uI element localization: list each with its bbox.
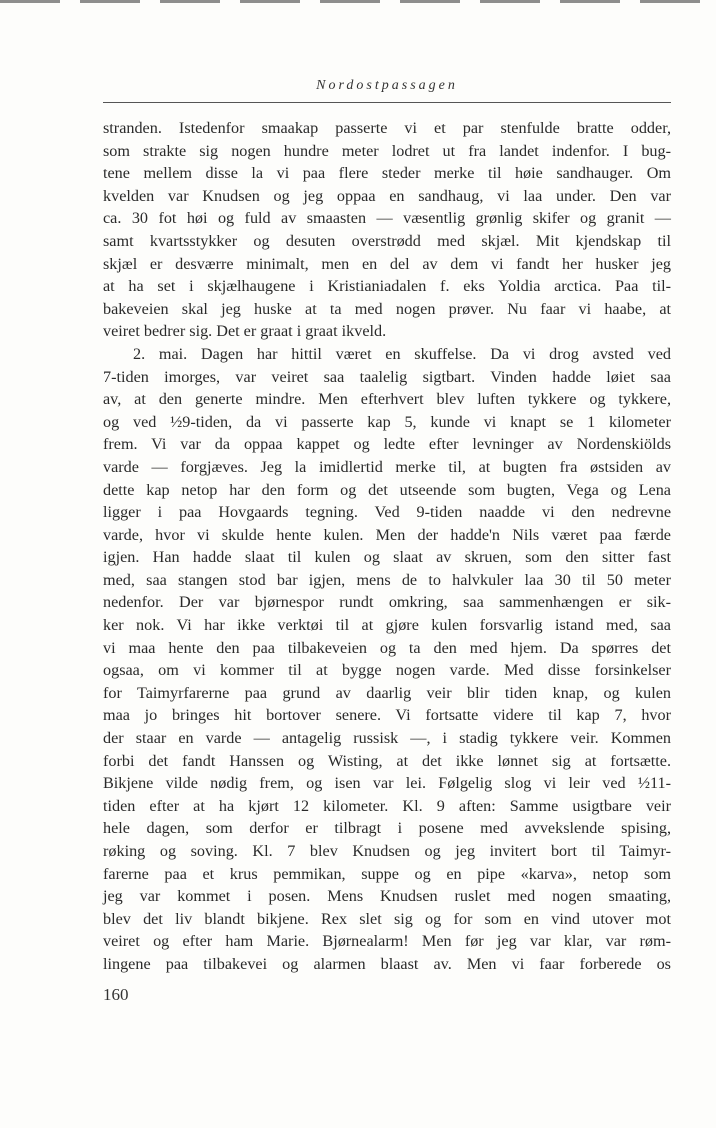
text-line: skjæl er desværre minimalt, men en del av dem vi fandt her husker jeg xyxy=(103,254,671,273)
text-line: kvelden var Knudsen og jeg oppaa en sandhaug, vi laa under. Den var xyxy=(103,186,671,205)
body-text xyxy=(103,117,671,976)
text-line: veiret bedrer sig. Det er graat i graat ikveld. xyxy=(103,322,387,341)
text-line: ca. 30 fot høi og fuld av smaasten — væsentlig grønlig skifer og granit — xyxy=(103,209,671,228)
text-line: igjen. Han hadde slaat til kulen og slaat av skruen, som den sitter fast xyxy=(103,548,671,567)
text-line: dette kap netop har den form og det utseende som bugten, Vega og Lena xyxy=(103,480,671,499)
text-line: maa jo bringes hit bortover senere. Vi fortsatte videre til kap 7, hvor xyxy=(103,706,671,725)
text-line: at ha set i skjælhaugene i Kristianiadalen f. eks Yoldia arctica. Paa til- xyxy=(103,277,671,296)
text-line: som strakte sig nogen hundre meter lodret ut fra landet indenfor. I bug- xyxy=(103,141,671,160)
text-line: 7-tiden imorges, var veiret saa taalelig sigtbart. Vinden hadde løiet saa xyxy=(103,367,671,386)
text-line: ker nok. Vi har ikke verktøi til at gjøre kulen forsvarlig istand med, saa xyxy=(103,616,671,635)
page-number: 160 xyxy=(103,985,129,1004)
text-line: jeg var kommet i posen. Mens Knudsen ruslet med nogen smaating, xyxy=(103,887,671,906)
text-line: vi maa hente den paa tilbakeveien og ta den med hjem. Da spørres det xyxy=(103,638,671,657)
text-line: ogsaa, om vi kommer til at bygge nogen varde. Med disse forsinkelser xyxy=(103,661,671,680)
text-line: 2. mai. Dagen har hittil været en skuffelse. Da vi drog avsted ved xyxy=(133,344,671,363)
text-line: nedenfor. Der var bjørnespor rundt omkring, saa sammenhængen er sik- xyxy=(103,593,671,612)
text-line: hele dagen, som derfor er tilbragt i posene med avvekslende spising, xyxy=(103,819,671,838)
text-line: der staar en varde — antagelig russisk —, i stadig tykkere veir. Kommen xyxy=(103,729,671,748)
text-line: og ved ½9-tiden, da vi passerte kap 5, kunde vi knapt se 1 kilometer xyxy=(103,412,671,431)
text-line: samt kvartsstykker og desuten overstrødd med skjæl. Mit kjendskap til xyxy=(103,231,671,250)
text-line: Bikjene vilde nødig frem, og isen var lei. Følgelig slog vi leir ved ½11- xyxy=(103,774,671,793)
text-line: røking og soving. Kl. 7 blev Knudsen og jeg invitert bort til Taimyr- xyxy=(103,842,671,860)
header-rule xyxy=(103,102,671,103)
text-line: forbi det fandt Hanssen og Wisting, at det ikke lønnet sig at fortsætte. xyxy=(103,751,671,770)
text-line: av, at den generte mindre. Men efterhvert blev luften tykkere og tykkere, xyxy=(103,390,671,409)
scan-edge xyxy=(0,0,716,3)
text-line: varde, hvor vi skulde hente kulen. Men der hadde'n Nils været paa færde xyxy=(103,525,671,544)
text-line: med, saa stangen stod bar igjen, mens de to halvkuler laa 30 til 50 meter xyxy=(103,570,671,589)
text-line: for Taimyrfarerne paa grund av daarlig veir blir tiden knap, og kulen xyxy=(103,683,671,702)
text-line: farerne paa et krus pemmikan, suppe og en pipe «karva», netop som xyxy=(103,864,671,883)
text-line: frem. Vi var da oppaa kappet og ledte efter levninger av Nordenskiölds xyxy=(103,435,671,454)
text-line: tiden efter at ha kjørt 12 kilometer. Kl. 9 aften: Samme usigtbare veir xyxy=(103,796,671,815)
text-line: blev det liv blandt bikjene. Rex slet sig og for som en vind utover mot xyxy=(103,909,671,928)
text-line: tene mellem disse la vi paa flere steder merke til høie sandhauger. Om xyxy=(103,164,671,183)
text-line: ligger i paa Hovgaards tegning. Ved 9-tiden naadde vi den nedrevne xyxy=(103,503,671,522)
text-line: bakeveien skal jeg huske at ta med nogen prøver. Nu faar vi haabe, at xyxy=(103,299,671,318)
text-line: lingene paa tilbakevei og alarmen blaast av. Men vi faar forberede os xyxy=(103,954,671,973)
text-line: stranden. Istedenfor smaakap passerte vi et par stenfulde bratte odder, xyxy=(103,119,671,137)
text-line: varde — forgjæves. Jeg la imidlertid merke til, at bugten fra østsiden av xyxy=(103,457,671,476)
running-title: Nordostpassagen xyxy=(316,78,458,93)
text-line: veiret og efter ham Marie. Bjørnealarm! Men før jeg var klar, var røm- xyxy=(103,932,671,951)
